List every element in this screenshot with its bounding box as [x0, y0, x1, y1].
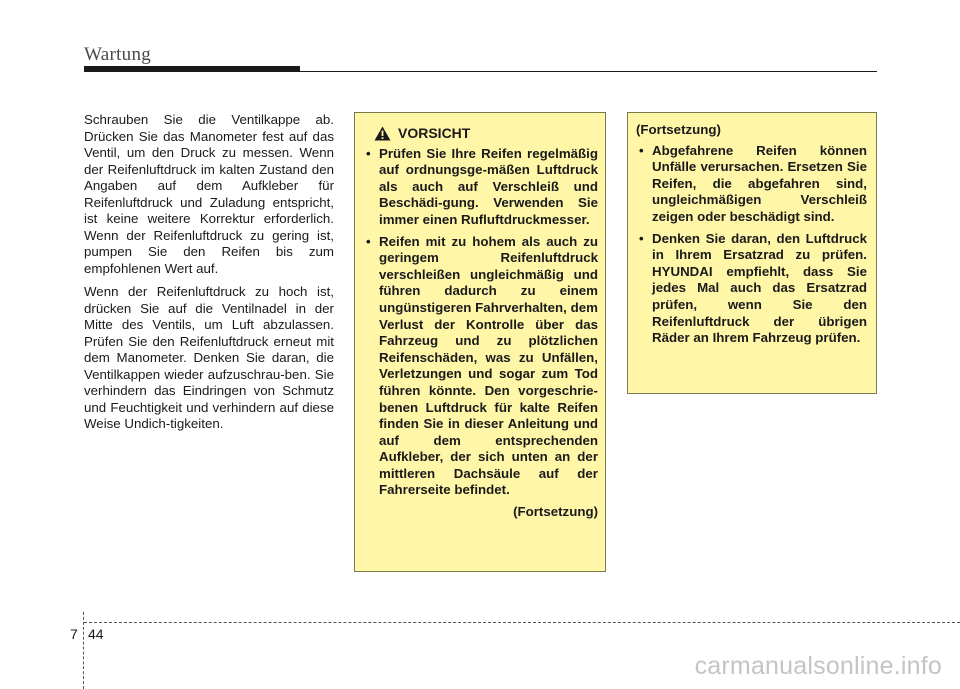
- left-text-column: [84, 112, 334, 440]
- paragraph: Schrauben Sie die Ventilkappe ab. Drücken Sie das Manometer fest auf das Ventil, um den Druck zu messen. Wenn der Reifenluftdruck im kalten Zustand den Angaben auf dem Aufkleber für Reifenluftdruck und Zuladung entspricht, ist keine weitere Korrektur erforderlich. Wenn der Reifenluftdruck zu gering ist, pumpen Sie den Reifen bis zum empfohlenen Wert auf.: [84, 112, 334, 276]
- continuation-box: [627, 112, 877, 394]
- list-item-text: Reifen mit zu hohem als auch zu geringem Reifenluftdruck verschleißen ungleichmäßig und führen dadurch zu einem ungünstigeren Fahrverhalten, dem Verlust der Kontrolle über das Fahrzeug und zu plötzlichen Reifenschäden, was zu Unfällen, Verletzungen und sogar zum Tod führen könnte. Den vorgeschrie-benen Luftdruck für kalte Reifen finden Sie in dieser Anleitung und auf dem entsprechenden Aufkleber, der sich unten an der mittleren Dachsäule auf der Fahrerseite befindet.: [379, 233, 598, 498]
- list-item: [636, 231, 867, 347]
- bullet: •: [639, 142, 644, 158]
- bullet: •: [366, 233, 371, 249]
- continuation-list: [636, 143, 867, 347]
- list-item-text: Prüfen Sie Ihre Reifen regelmäßig auf ordnungsge-mäßen Luftdruck als auch auf Verschleiß und Beschädi-gung. Verwenden Sie immer einen Rufluftdruckmesser.: [379, 145, 598, 227]
- continued-note: (Fortsetzung): [513, 504, 598, 520]
- page-header-title: Wartung: [84, 44, 152, 65]
- list-item: [636, 143, 867, 226]
- page-number: 44: [88, 626, 104, 642]
- footer-horizontal-rule: [84, 622, 960, 623]
- caution-list: [363, 146, 598, 499]
- chapter-number: 7: [70, 626, 78, 642]
- list-item: [363, 234, 598, 500]
- list-item-text: Abgefahrene Reifen können Unfälle verursachen. Ersetzen Sie Reifen, die abgefahren sind, ungleichmäßigen Verschleiß zeigen oder beschädigt sind.: [652, 142, 867, 224]
- caution-heading: [374, 125, 598, 142]
- warning-triangle-icon: [374, 126, 391, 141]
- list-item: [363, 146, 598, 229]
- bullet: •: [639, 230, 644, 246]
- caution-heading-text: VORSICHT: [398, 125, 471, 141]
- continuation-heading: (Fortsetzung): [636, 122, 721, 137]
- watermark: carmanualsonline.info: [694, 652, 942, 680]
- paragraph: Wenn der Reifenluftdruck zu hoch ist, drücken Sie auf die Ventilnadel in der Mitte des Ventils, um Luft abzulassen. Prüfen Sie den Reifenluftdruck erneut mit dem Manometer. Denken Sie daran, die Ventilkappen wieder aufzuschrau-ben. Sie verhindern das Eindringen von Schmutz und Feuchtigkeit und verhindern auf diese Weise Undich-tigkeiten.: [84, 284, 334, 431]
- caution-box: [354, 112, 606, 572]
- header-rule-thick: [84, 66, 300, 72]
- header-rule-thin: [300, 71, 877, 72]
- bullet: •: [366, 145, 371, 161]
- footer-vertical-rule: [83, 612, 84, 689]
- list-item-text: Denken Sie daran, den Luftdruck in Ihrem Ersatzrad zu prüfen. HYUNDAI empfiehlt, dass Sie jedes Mal auch das Ersatzrad prüfen, wenn Sie den Reifenluftdruck der übrigen Räder an Ihrem Fahrzeug prüfen.: [652, 230, 867, 346]
